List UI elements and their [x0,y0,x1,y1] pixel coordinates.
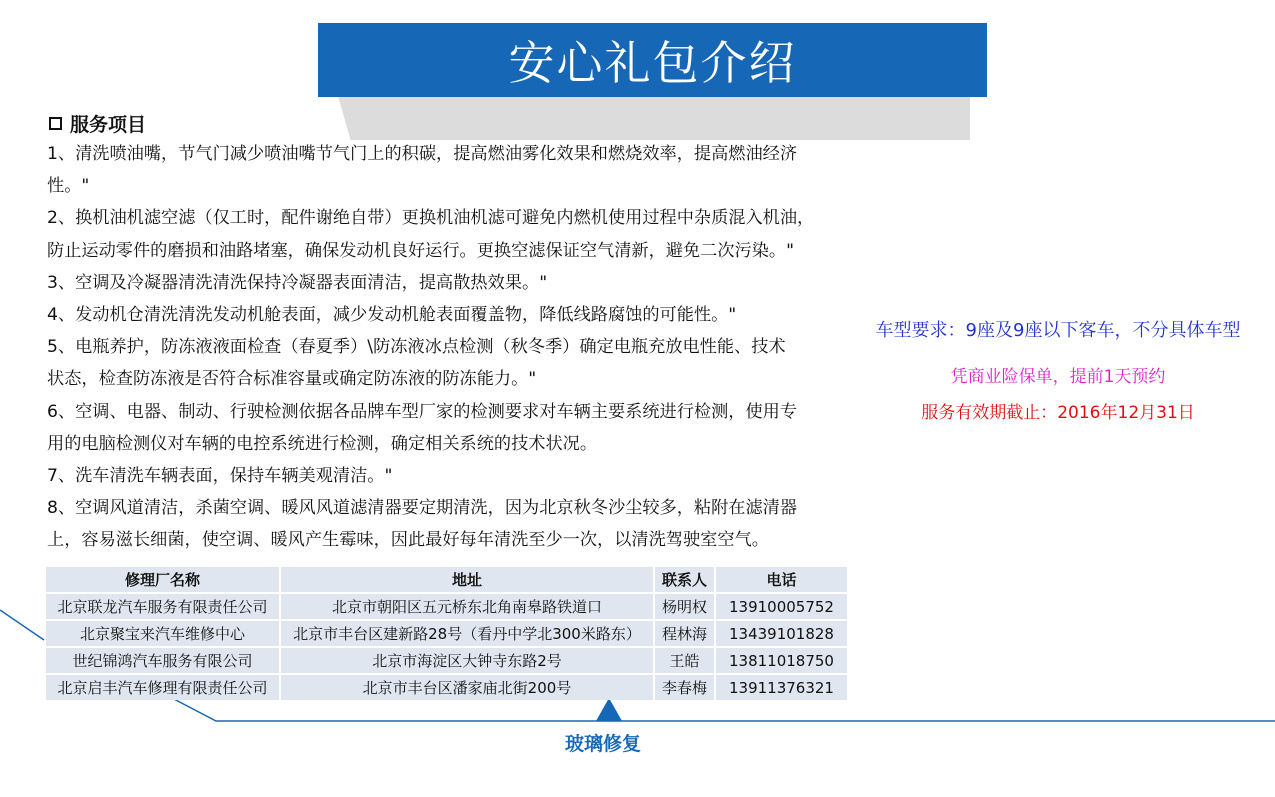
repair-shop-table [44,565,849,702]
column-header-address: 地址 [281,567,653,592]
address-cell: 北京市海淀区大钟寺东路2号 [281,648,653,673]
shop-name-cell: 北京联龙汽车服务有限责任公司 [46,594,279,619]
service-item: 2、换机油机滤空滤（仅工时，配件谢绝自带）更换机油机滤可避免内燃机使用过程中杂质混入机油， 防止运动零件的磨损和油路堵塞，确保发动机良好运行。更换空滤保证空气清新，避免二次污染。" [47,208,815,261]
contact-cell: 李春梅 [655,675,714,700]
table-header-row [46,567,847,592]
table-row [46,594,847,619]
column-header-phone: 电话 [716,567,847,592]
address-cell: 北京市朝阳区五元桥东北角南皋路铁道口 [281,594,653,619]
shop-name-cell: 世纪锦鸿汽车服务有限公司 [46,648,279,673]
column-header-shop-name: 修理厂名称 [46,567,279,592]
service-item: 4、发动机仓清洗清洗发动机舱表面，减少发动机舱表面覆盖物，降低线路腐蚀的可能性。" [47,305,737,326]
contact-cell: 王皓 [655,648,714,673]
section-title: 服务项目 [70,113,147,136]
glass-repair-link[interactable]: 玻璃修复 [565,733,642,755]
contact-cell: 程林海 [655,621,714,646]
table-row [46,648,847,673]
contact-cell: 杨明权 [655,594,714,619]
phone-cell: 13811018750 [716,648,847,673]
phone-cell: 13910005752 [716,594,847,619]
service-item: 1、清洗喷油嘴，节气门减少喷油嘴节气门上的积碳，提高燃油雾化效果和燃烧效率，提高燃油经济 性。" [47,144,798,197]
phone-cell: 13911376321 [716,675,847,700]
insurance-note: 凭商业险保单，提前1天预约 [950,367,1166,387]
service-item: 8、空调风道清洁，杀菌空调、暖风风道滤清器要定期清洗，因为北京秋冬沙尘较多，粘附在滤清器 上，容易滋长细菌，使空调、暖风产生霉味，因此最好每年清洗至少一次，以清洗驾驶室空气。 [47,498,798,551]
column-header-contact: 联系人 [655,567,714,592]
service-item: 3、空调及冷凝器清洗清洗保持冷凝器表面清洁，提高散热效果。" [47,272,548,293]
page-title: 安心礼包介绍 [508,36,797,90]
table-row [46,621,847,646]
service-item: 6、空调、电器、制动、行驶检测依据各品牌车型厂家的检测要求对车辆主要系统进行检测，使用专 用的电脑检测仪对车辆的电控系统进行检测，确定相关系统的技术状况。 [47,401,798,454]
service-item: 7、洗车清洗车辆表面，保持车辆美观清洁。" [47,466,393,487]
table-row [46,675,847,700]
address-cell: 北京市丰台区建新路28号（看丹中学北300米路东） [281,621,653,646]
shop-name-cell: 北京启丰汽车修理有限责任公司 [46,675,279,700]
service-item: 5、电瓶养护，防冻液液面检查（春夏季）\防冻液冰点检测（秋冬季）确定电瓶充放电性能、技术 状态，检查防冻液是否符合标准容量或确定防冻液的防冻能力。" [47,337,786,390]
phone-cell: 13439101828 [716,621,847,646]
vehicle-requirement: 车型要求：9座及9座以下客车，不分具体车型 [875,320,1241,341]
validity-note: 服务有效期截止：2016年12月31日 [921,403,1195,423]
address-cell: 北京市丰台区潘家庙北街200号 [281,675,653,700]
shop-name-cell: 北京聚宝来汽车维修中心 [46,621,279,646]
